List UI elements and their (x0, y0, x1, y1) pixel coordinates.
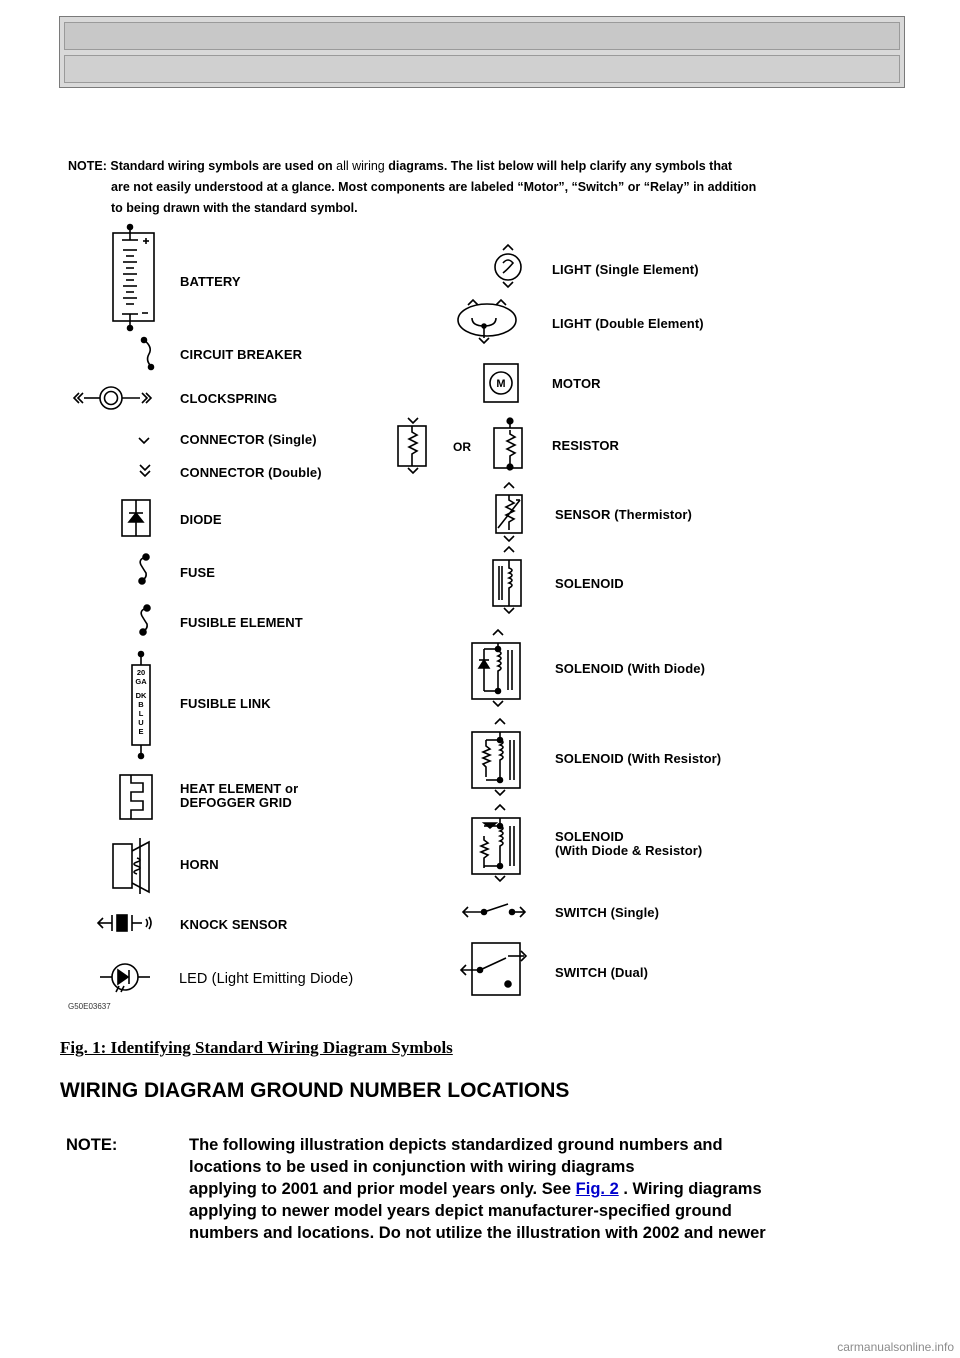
label-solenoid-diode-resistor: SOLENOID (With Diode & Resistor) (555, 829, 703, 858)
label-switch-single: SWITCH (Single) (555, 905, 660, 920)
watermark: carmanualsonline.info (837, 1340, 954, 1354)
section-title: WIRING DIAGRAM GROUND NUMBER LOCATIONS (60, 1079, 570, 1102)
fusible-link-text-4: L (138, 709, 144, 718)
fusible-link-symbol (132, 652, 150, 759)
label-motor: MOTOR (552, 376, 601, 391)
switch-single-symbol (463, 904, 525, 917)
label-light-double: LIGHT (Double Element) (552, 316, 704, 331)
note-line-3a: applying to 2001 and prior model years only. See (189, 1180, 576, 1198)
figure-caption: Fig. 1: Identifying Standard Wiring Diagram Symbols (60, 1038, 453, 1057)
label-solenoid-resistor: SOLENOID (With Resistor) (555, 751, 722, 766)
fusible-link-text-3: B (138, 700, 144, 709)
connector-double-symbol (140, 465, 150, 476)
note-body (189, 1134, 909, 1244)
diode-symbol (122, 500, 150, 536)
motor-letter: M (496, 378, 506, 390)
clockspring-symbol (74, 387, 151, 409)
fig-2-link[interactable]: Fig. 2 (575, 1180, 619, 1198)
label-clockspring: CLOCKSPRING (180, 391, 278, 406)
switch-dual-symbol (461, 943, 526, 995)
fuse-symbol (139, 554, 149, 584)
label-led: LED (Light Emitting Diode) (179, 971, 354, 987)
fusible-link-text-0: 20 (136, 668, 146, 677)
label-circuit-breaker: CIRCUIT BREAKER (180, 347, 303, 362)
note-line-3b: . Wiring diagrams (618, 1180, 762, 1198)
label-connector-single: CONNECTOR (Single) (180, 432, 317, 447)
circuit-breaker-symbol (142, 338, 154, 370)
label-light-single: LIGHT (Single Element) (552, 262, 699, 277)
note-line-2: locations to be used in conjunction with wiring diagrams (189, 1158, 635, 1176)
figure-note-line1a: NOTE: Standard wiring symbols are used on (68, 159, 333, 173)
led-symbol (100, 964, 150, 992)
or-label: OR (453, 440, 472, 454)
note-line-5: numbers and locations. Do not utilize the illustration with 2002 and newer (189, 1224, 766, 1242)
label-horn: HORN (180, 857, 219, 872)
light-single-symbol (495, 245, 521, 287)
label-heat-element: HEAT ELEMENT or DEFOGGER GRID (180, 781, 299, 810)
label-fusible-link: FUSIBLE LINK (180, 696, 271, 711)
label-sensor-thermistor: SENSOR (Thermistor) (555, 507, 692, 522)
knock-sensor-symbol (98, 915, 151, 931)
label-switch-dual: SWITCH (Dual) (555, 965, 649, 980)
label-diode: DIODE (180, 512, 222, 527)
fusible-link-text-1: GA (135, 677, 147, 686)
fusible-link-text-6: E (138, 727, 144, 736)
note-label: NOTE: (66, 1136, 118, 1154)
label-connector-double: CONNECTOR (Double) (180, 465, 322, 480)
figure-note-line3: to being drawn with the standard symbol. (111, 201, 358, 215)
sensor-thermistor-symbol (496, 483, 522, 541)
light-double-symbol (458, 300, 516, 343)
note-line-4: applying to newer model years depict manufacturer-specified ground (189, 1202, 732, 1220)
note-line-1: The following illustration depicts standardized ground numbers and (189, 1136, 723, 1154)
figure-note-line2: are not easily understood at a glance. Most components are labeled “Motor”, “Switch” or “Relay” in addition (111, 180, 757, 194)
fusible-link-text-2: DK (135, 691, 147, 700)
resistor-symbol (494, 418, 522, 470)
solenoid-diode-symbol (472, 630, 520, 706)
figure-note-line1b: all wiring (336, 159, 385, 173)
battery-symbol (113, 225, 154, 331)
label-battery: BATTERY (180, 274, 241, 289)
solenoid-symbol (493, 547, 521, 613)
horn-symbol (113, 838, 149, 894)
solenoid-diode-resistor-symbol (472, 805, 520, 881)
figure-id: G50E03637 (68, 1002, 111, 1011)
connector-single-symbol (139, 438, 149, 443)
note-line-3 (189, 1178, 909, 1200)
label-fuse: FUSE (180, 565, 216, 580)
label-knock-sensor: KNOCK SENSOR (180, 917, 288, 932)
figure-note-line1c: diagrams. The list below will help clarify any symbols that (388, 159, 733, 173)
solenoid-resistor-symbol (472, 719, 520, 795)
fusible-link-text-5: U (138, 718, 144, 727)
motor-symbol (484, 364, 518, 402)
label-solenoid-diode: SOLENOID (With Diode) (555, 661, 706, 676)
label-resistor: RESISTOR (552, 438, 620, 453)
resistor-symbol-box (398, 418, 426, 473)
label-fusible-element: FUSIBLE ELEMENT (180, 615, 303, 630)
heat-element-symbol (120, 775, 152, 819)
label-solenoid: SOLENOID (555, 576, 624, 591)
fusible-element-symbol (140, 605, 150, 635)
